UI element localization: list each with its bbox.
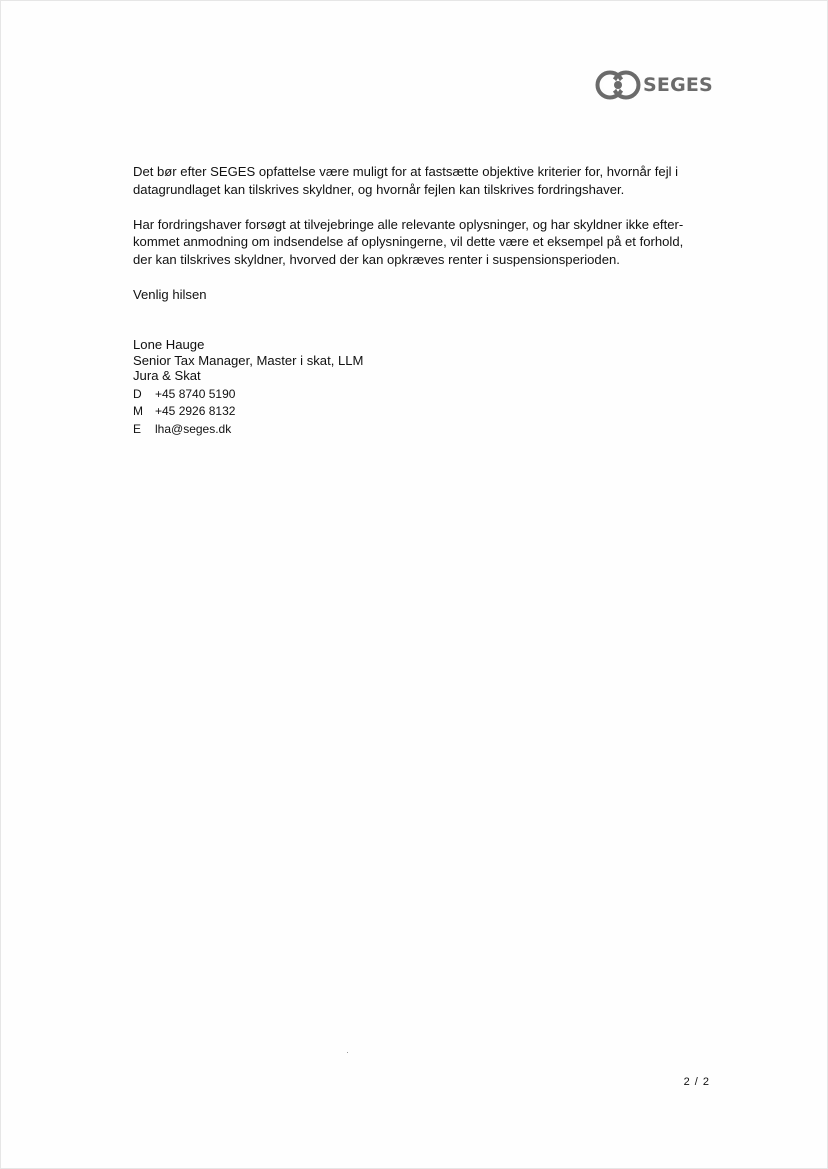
- scan-speck: [347, 1052, 348, 1053]
- page-number: 2 / 2: [683, 1076, 710, 1088]
- paragraph-2: Har fordringshaver forsøgt at tilvejebringe alle relevante oplysninger, og har skyldner ikke efter-kommet anmodning om indsendelse af oplysningerne, vil dette være et eksempel på et forhold, der kan tilskrives skyldner, hvorved der kan opkræves renter i suspensionsperioden.: [133, 216, 684, 267]
- contact-row-direct: [133, 386, 235, 403]
- contact-key: D: [133, 387, 142, 401]
- email-address: lha@seges.dk: [155, 421, 232, 436]
- seges-logo-icon: [595, 70, 641, 100]
- signer-department: Jura & Skat: [133, 368, 201, 383]
- signer-name: Lone Hauge: [133, 337, 205, 352]
- paragraph-1: Det bør efter SEGES opfattelse være muligt for at fastsætte objektive kriterier for, hvornår fejl i datagrundlaget kan tilskrives skyldner, og hvornår fejlen kan tilskrives fordringshaver.: [133, 164, 679, 197]
- direct-phone: +45 8740 5190: [155, 387, 236, 401]
- contact-key: E: [133, 421, 142, 436]
- signer-title: Senior Tax Manager, Master i skat, LLM: [133, 352, 364, 368]
- contact-key: M: [133, 404, 143, 419]
- signature-block: [133, 337, 363, 384]
- logo-text: SEGES: [643, 73, 713, 96]
- contact-row-email: [133, 421, 235, 438]
- mobile-phone: +45 2926 8132: [155, 404, 236, 419]
- closing-line: Venlig hilsen: [133, 286, 207, 302]
- contact-list: [133, 386, 235, 438]
- contact-row-mobile: [133, 403, 235, 420]
- letter-body: [133, 163, 693, 303]
- seges-logo: [595, 68, 713, 102]
